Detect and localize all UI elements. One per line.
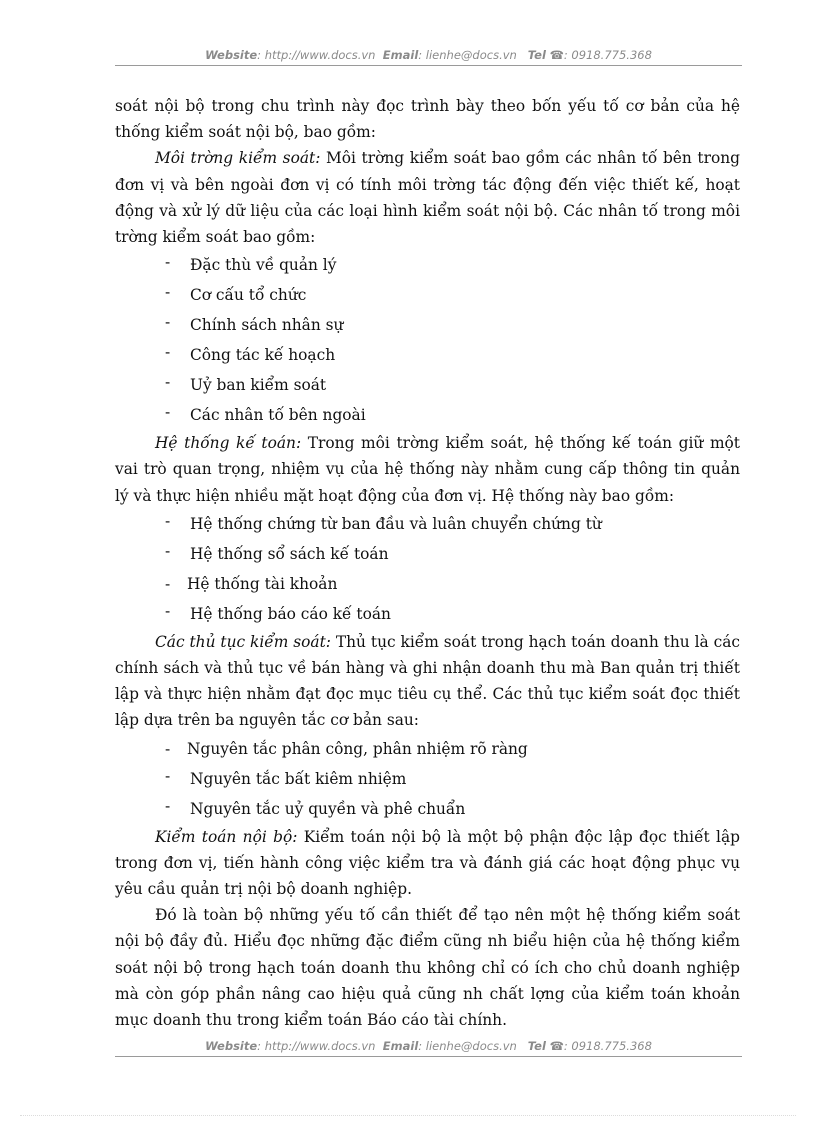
- bullet: -: [165, 601, 171, 620]
- environment-text: Môi trờng kiểm soát bao gồm các nhân tố bên trong đơn vị và bên ngoài đơn vị có tính môi trờng tác động đến việc thiết kế, hoạt động và xử lý dữ liệu của các loại hình kiểm soát nội bộ. Các nhân tố trong môi trờng kiểm soát bao gồm:: [115, 149, 741, 247]
- bullet: -: [165, 253, 171, 272]
- page-header: [115, 48, 742, 62]
- list-item: [115, 794, 740, 824]
- environment-list: [115, 250, 740, 430]
- tel-label: Tel: [527, 48, 546, 62]
- bullet: -: [165, 313, 171, 332]
- internal-audit-text: Kiểm toán nội bộ là một bộ phận độc lập đọc thiết lập trong đơn vị, tiến hành công việc kiểm tra và đánh giá các hoạt động phục vụ yêu cầu quản trị nội bộ doanh nghiệp.: [115, 827, 740, 899]
- list-item: [115, 310, 740, 340]
- list-item-text: Nguyên tắc uỷ quyền và phê chuẩn: [190, 799, 466, 818]
- list-item: [115, 599, 740, 629]
- list-item-text: Hệ thống tài khoản: [187, 574, 338, 593]
- bullet: -: [165, 283, 171, 302]
- list-item: [115, 250, 740, 280]
- list-item-text: Hệ thống sổ sách kế toán: [190, 544, 389, 563]
- bullet: -: [165, 541, 171, 560]
- internal-audit-paragraph: [115, 824, 740, 903]
- website-value: : http://www.docs.vn: [257, 1039, 376, 1053]
- list-item: [115, 764, 740, 794]
- page-content: [115, 93, 740, 1033]
- tel-value: : 0918.775.368: [563, 48, 652, 62]
- header-rule: [115, 65, 742, 66]
- list-item: [115, 340, 740, 370]
- website-value: : http://www.docs.vn: [257, 48, 376, 62]
- list-item-text: Các nhân tố bên ngoài: [190, 406, 366, 425]
- procedures-paragraph: [115, 629, 740, 734]
- page-footer: [115, 1039, 742, 1053]
- accounting-paragraph: [115, 430, 740, 509]
- footer-rule: [115, 1056, 742, 1057]
- email-value: : lienhe@docs.vn: [418, 1039, 517, 1053]
- bullet: -: [165, 343, 171, 362]
- accounting-title: Hệ thống kế toán:: [155, 434, 302, 453]
- internal-audit-title: Kiểm toán nội bộ:: [155, 827, 298, 846]
- list-item: [115, 400, 740, 430]
- list-item-text: Cơ cấu tổ chức: [190, 286, 307, 305]
- procedures-list: [115, 734, 740, 824]
- bullet: -: [165, 574, 171, 593]
- list-item: [115, 370, 740, 400]
- list-item-text: Công tác kế hoạch: [190, 346, 336, 365]
- website-label: Website: [205, 48, 258, 62]
- list-item-text: Nguyên tắc phân công, phân nhiệm rõ ràng: [187, 739, 528, 758]
- email-value: : lienhe@docs.vn: [418, 48, 517, 62]
- bullet: -: [165, 511, 171, 530]
- bullet: -: [165, 373, 171, 392]
- procedures-text: Thủ tục kiểm soát trong hạch toán doanh thu là các chính sách và thủ tục về bán hàng và ghi nhận doanh thu mà Ban quản trị thiết lập và thực hiện nhằm đạt đọc mục tiêu cụ thể. Các thủ tục kiểm soát đọc thiết lập dựa trên ba nguyên tắc cơ bản sau:: [115, 632, 740, 730]
- phone-icon: ☎: [549, 1039, 564, 1053]
- accounting-list: [115, 509, 740, 629]
- list-item-text: Uỷ ban kiểm soát: [190, 376, 327, 395]
- list-item: [115, 539, 740, 569]
- list-item: [115, 280, 740, 310]
- bullet: -: [165, 766, 171, 785]
- environment-title: Môi trờng kiểm soát:: [155, 149, 321, 168]
- list-item-text: Hệ thống chứng từ ban đầu và luân chuyển chứng từ: [190, 514, 602, 533]
- bullet: -: [165, 403, 171, 422]
- page-edge-divider: [20, 1115, 796, 1116]
- list-item-text: Nguyên tắc bất kiêm nhiệm: [190, 769, 407, 788]
- email-label: Email: [382, 48, 419, 62]
- email-label: Email: [382, 1039, 419, 1053]
- conclusion-paragraph: Đó là toàn bộ những yếu tố cần thiết để tạo nên một hệ thống kiểm soát nội bộ đầy đủ. Hiểu đọc những đặc điểm cũng nh biểu hiện của hệ thống kiểm soát nội bộ trong hạch toán doanh thu không chỉ có ích cho chủ doanh nghiệp mà còn góp phần nâng cao hiệu quả cũng nh chất lợng của kiểm toán khoản mục doanh thu trong kiểm toán Báo cáo tài chính.: [115, 906, 740, 1030]
- list-item: [115, 569, 740, 599]
- accounting-text: Trong môi trờng kiểm soát, hệ thống kế toán giữ một vai trò quan trọng, nhiệm vụ của hệ thống này nhằm cung cấp thông tin quản lý và thực hiện nhiều mặt hoạt động của đơn vị. Hệ thống này bao gồm:: [115, 434, 740, 505]
- procedures-title: Các thủ tục kiểm soát:: [155, 632, 331, 651]
- bullet: -: [165, 739, 171, 758]
- list-item: [115, 509, 740, 539]
- bullet: -: [165, 796, 171, 815]
- phone-icon: ☎: [549, 48, 564, 62]
- list-item-text: Hệ thống báo cáo kế toán: [190, 604, 391, 623]
- intro-paragraph: soát nội bộ trong chu trình này đọc trình bày theo bốn yếu tố cơ bản của hệ thống kiểm soát nội bộ, bao gồm:: [115, 97, 740, 142]
- environment-paragraph: [115, 145, 740, 250]
- tel-label: Tel: [527, 1039, 546, 1053]
- list-item-text: Chính sách nhân sự: [190, 316, 344, 335]
- list-item-text: Đặc thù về quản lý: [190, 256, 337, 275]
- list-item: [115, 734, 740, 764]
- website-label: Website: [205, 1039, 258, 1053]
- tel-value: : 0918.775.368: [563, 1039, 652, 1053]
